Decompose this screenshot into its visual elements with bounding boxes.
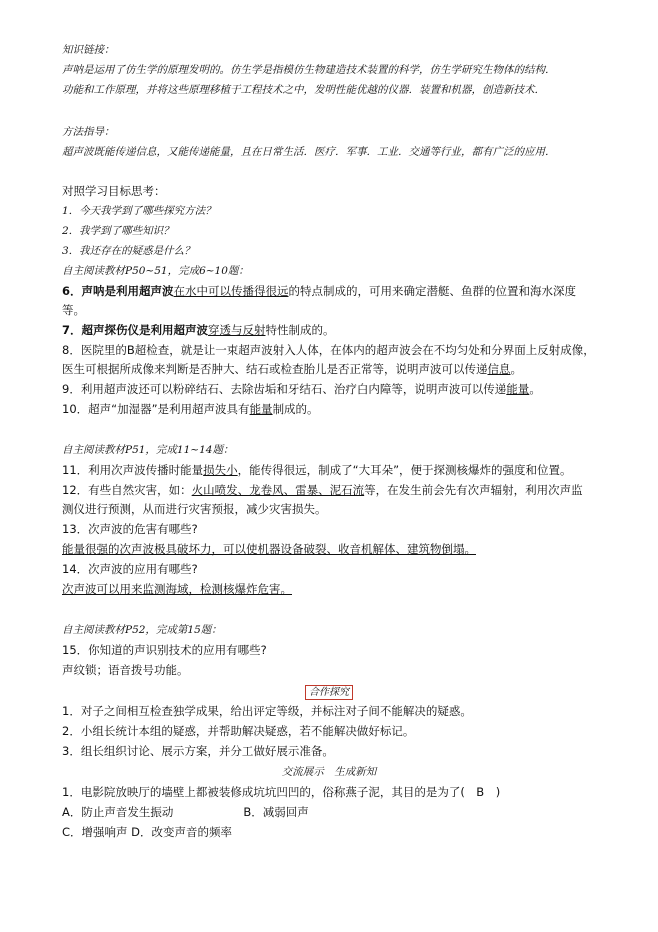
answer-blank-7: 穿透与反射 [208, 323, 266, 337]
answer-blank-11: 损失小 [203, 463, 238, 477]
mc-question-1: 1．电影院放映厅的墙壁上都被装修成坑坑凹凹的，俗称燕子泥，其目的是为了( B ) [62, 785, 501, 799]
question-9: 9．利用超声波还可以粉碎结石、去除齿垢和牙结石、治疗白内障等，说明声波可以传递能量。 [62, 382, 541, 396]
coop-item-3: 3．组长组织讨论、展示方案，并分工做好展示准备。 [62, 744, 334, 758]
knowledge-para-2: 功能和工作原理，并将这些原理移植于工程技术之中，发明性能优越的仪器．装置和机器，创造新技术． [62, 84, 545, 96]
question-7: 7．超声探伤仪是利用超声波穿透与反射特性制成的。 [62, 323, 335, 337]
cooperation-title: 合作探究 [305, 685, 353, 700]
knowledge-title: 知识链接： [62, 44, 115, 56]
question-10: 10．超声“加湿器”是利用超声波具有能量制成的。 [62, 402, 319, 416]
mc-options-cd: C．增强响声 D．改变声音的频率 [62, 825, 233, 839]
reading-instruction-1: 自主阅读教材P50~51，完成6~10题： [62, 265, 249, 277]
exchange-heading: 交流展示 生成新知 [281, 766, 377, 778]
cooperation-heading [0, 683, 658, 701]
answer-blank-12: 火山喷发、龙卷风、雷暴、泥石流 [191, 483, 365, 497]
answer-blank-6: 在水中可以传播得很远 [173, 284, 289, 298]
coop-item-2: 2．小组长统计本组的疑惑，并帮助解决疑惑，若不能解决做好标记。 [62, 724, 415, 738]
goals-title: 对照学习目标思考： [62, 184, 166, 198]
question-15: 15．你知道的声识别技术的应用有哪些? [62, 643, 267, 657]
question-11: 11．利用次声波传播时能量损失小，能传得很远，制成了“大耳朵”，便于探测核爆炸的强度和位置。 [62, 463, 572, 477]
reading-instruction-3: 自主阅读教材P52，完成第15题： [62, 624, 222, 636]
question-12: 12．有些自然灾害，如：火山喷发、龙卷风、雷暴、泥石流等，在发生前会先有次声辐射，利用次声监 [62, 483, 583, 497]
question-6-cont: 等。 [62, 303, 85, 317]
option-a: A．防止声音发生振动 [62, 805, 174, 819]
knowledge-para-1: 声呐是运用了仿生学的原理发明的。仿生学是指模仿生物建造技术装置的科学，仿生学研究生物体的结构． [62, 64, 556, 76]
question-15-answer: 声纹锁；语音拨号功能。 [62, 663, 189, 677]
coop-item-1: 1．对子之间相互检查独学成果，给出评定等级，并标注对子间不能解决的疑惑。 [62, 704, 472, 718]
question-13: 13．次声波的危害有哪些? [62, 522, 198, 536]
goal-item-2: 2．我学到了哪些知识？ [62, 225, 174, 237]
goal-item-1: 1．今天我学到了哪些探究方法？ [62, 205, 216, 217]
option-b: B．减弱回声 [243, 805, 309, 819]
answer-blank-10: 能量 [249, 402, 273, 416]
answer-blank-13: 能量很强的次声波极具破坏力，可以使机器设备破裂、收音机解体、建筑物倒塌。 [62, 542, 476, 556]
mc-options-ab [62, 804, 622, 822]
question-12-cont: 测仪进行预测，从而进行灾害预报，减少灾害损失。 [62, 502, 327, 516]
question-14: 14．次声波的应用有哪些? [62, 562, 198, 576]
question-14-answer-line [62, 581, 622, 599]
goal-item-3: 3．我还存在的疑惑是什么？ [62, 245, 195, 257]
question-8-cont: 医生可根据所成像来判断是否肿大、结石或检查胎儿是否正常等，说明声波可以传递信息。 [62, 362, 522, 376]
answer-blank-9: 能量 [506, 382, 530, 396]
question-6: 6．声呐是利用超声波在水中可以传播得很远的特点制成的，可用来确定潜艇、鱼群的位置和海水深度 [62, 284, 577, 298]
method-title: 方法指导： [62, 126, 115, 138]
method-para: 超声波既能传递信息，又能传递能量，且在日常生活．医疗．军事．工业．交通等行业，都有广泛的应用． [62, 146, 556, 158]
reading-instruction-2: 自主阅读教材P51，完成11~14题： [62, 444, 234, 456]
answer-blank-8: 信息 [487, 362, 511, 376]
question-13-answer-line [62, 541, 622, 559]
answer-blank-14: 次声波可以用来监测海域，检测核爆炸危害。 [62, 582, 292, 596]
question-8: 8．医院里的B超检查，就是让一束超声波射入人体，在体内的超声波会在不均匀处和分界面上反射成像， [62, 343, 595, 357]
